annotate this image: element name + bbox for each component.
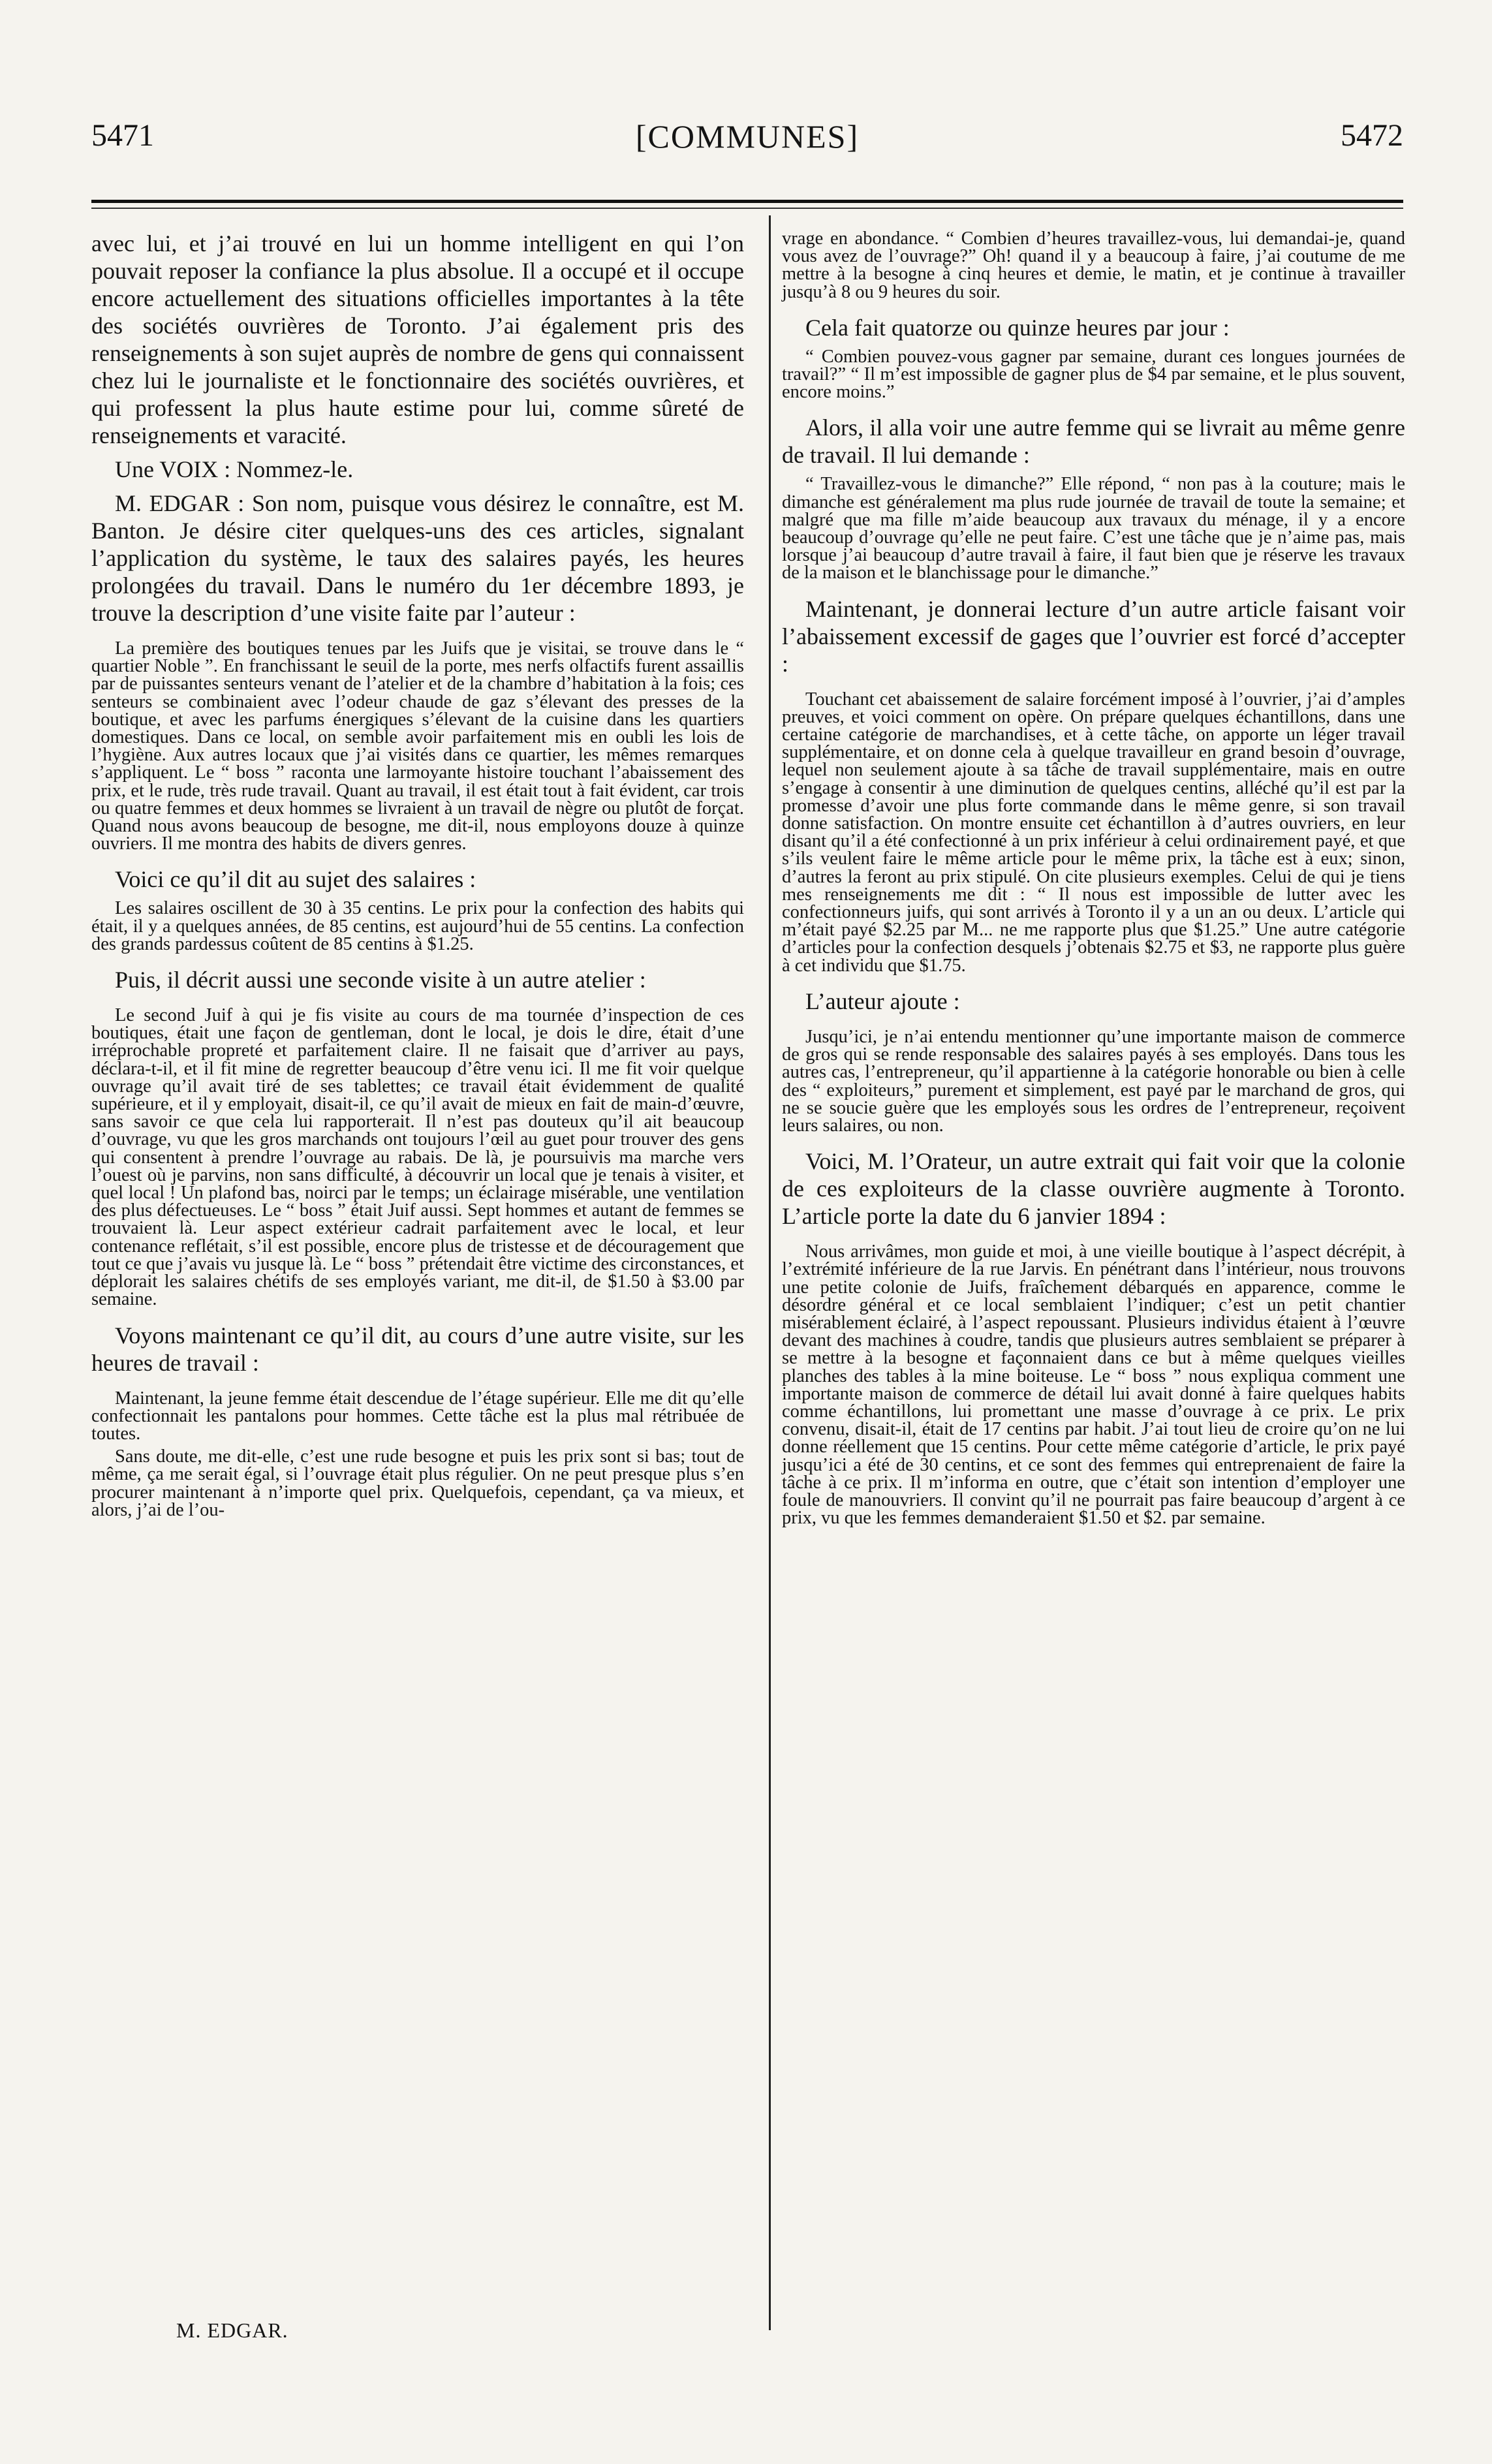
footer-speaker: M. EDGAR.: [176, 2318, 288, 2342]
paragraph: Cela fait quatorze ou quinze heures par jour :: [805, 314, 1230, 341]
paragraph: M. EDGAR : Son nom, puisque vous désirez le connaître, est M. Banton. Je désire citer quelques-uns des ces articles, signalant l’application du système, le taux des salaires payés, les heures prolongées du travail. Dans le numéro du 1er décembre 1893, je trouve la description d’une visite faite par l’auteur :: [91, 490, 744, 626]
quoted-article: Sans doute, me dit-elle, c’est une rude besogne et puis les prix sont si bas; tout de même, ça me serait égal, si l’ouvrage était plus régulier. On ne peut presque plus s’en procurer maintenant à n’importe quel prix. Quelquefois, cependant, ça va mieux, et alors, j’ai de l’ou-: [91, 1446, 744, 1520]
paragraph: Voici ce qu’il dit au sujet des salaires :: [115, 866, 476, 893]
paragraph: Puis, il décrit aussi une seconde visite à un autre atelier :: [115, 967, 646, 993]
paragraph: Voici, M. l’Orateur, un autre extrait qui fait voir que la colonie de ces exploiteurs de la classe ouvrière augmente à Toronto. L’article porte la date du 6 janvier 1894 :: [782, 1148, 1405, 1230]
paragraph: Voyons maintenant ce qu’il dit, au cours d’une autre visite, sur les heures de travail :: [91, 1322, 744, 1376]
page-header: [91, 117, 1403, 163]
header-rule-thin: [91, 208, 1403, 209]
quoted-article: Nous arrivâmes, mon guide et moi, à une vieille boutique à l’aspect décrépit, à l’extrémité inférieure de la rue Jarvis. En pénétrant dans l’intérieur, nous trouvons une petite colonie de Juifs, fraîchement débarqués en apparence, comme le désordre général et ce local semblaient l’indiquer; c’est un petit chantier misérablement éclairé, à l’aspect repoussant. Plusieurs individus étaient à l’œuvre devant des machines à coudre, tandis que plusieurs autres semblaient se préparer à se mettre à la besogne et façonnaient dans ce but à même quelques vieilles planches des tables à la mine boiteuse. Le “ boss ” nous expliqua comment une importante maison de commerce de détail lui avait donné à faire quelques habits comme échantillons, lui promettant une masse d’ouvrage à ce prix. Le prix convenu, disait-il, était de 17 centins par habit. J’ai tout lieu de croire qu’on ne lui donne réellement que 15 centins. Pour cette même catégorie d’article, le prix payé jusqu’ici a été de 30 centins, et ce sont des femmes qui entreprenaient de faire la tâche à ce prix. Il m’informa en outre, que c’était son intention d’employer une foule de manouvriers. Il convint qu’il ne pourrait pas faire beaucoup d’argent à ce prix, vu que les femmes demanderaient $1.50 et $2. par semaine.: [782, 1241, 1405, 1529]
left-column: [91, 230, 744, 1524]
paragraph: L’auteur ajoute :: [805, 988, 960, 1014]
page-number-left: 5471: [91, 118, 154, 153]
quoted-article: Les salaires oscillent de 30 à 35 centins. Le prix pour la confection des habits qui était, il y a quelques années, de 85 centins, est aujourd’hui de 55 centins. La confection des grands pardessus coûtent de 85 centins à $1.25.: [91, 898, 744, 954]
quoted-article: “ Combien pouvez-vous gagner par semaine, durant ces longues journées de travail?” “ Il m’est impossible de gagner plus de $4 par semaine, et le plus souvent, encore moins.”: [782, 346, 1405, 403]
quoted-article: vrage en abondance. “ Combien d’heures travaillez-vous, lui demandai-je, quand vous avez de l’ouvrage?” Oh! quand il y a beaucoup à faire, j’ai coutume de me mettre à la besogne à cinq heures et demie, le matin, et je continue à travailler jusqu’à 8 ou 9 heures du soir.: [782, 228, 1405, 302]
right-column: [782, 230, 1405, 1532]
quoted-article: “ Travaillez-vous le dimanche?” Elle répond, “ non pas à la couture; mais le dimanche est généralement ma plus rude journée de travail de toute la semaine; et malgré que ma fille m’aide beaucoup aux travaux du ménage, il y a encore beaucoup d’ouvrage qu’elle ne peut faire. C’est une tâche que je n’aime pas, mais lorsque j’ai beaucoup d’autre travail à faire, il faut bien que je réserve les travaux de la maison et le blanchissage pour le dimanche.”: [782, 474, 1405, 584]
quoted-article: Maintenant, la jeune femme était descendue de l’étage supérieur. Elle me dit qu’elle confectionnait les pantalons pour hommes. Cette tâche est la plus mal rétribuée de toutes.: [91, 1388, 744, 1444]
page-number-right: 5472: [1341, 118, 1403, 153]
quoted-article: Jusqu’ici, je n’ai entendu mentionner qu’une importante maison de commerce de gros qui se rende responsable des salaires payés à ses employés. Dans tous les autres cas, l’entrepreneur, qu’il appartienne à la catégorie honorable ou bien à celle des “ exploiteurs,” purement et simplement, est payé par le marchand de gros, qui ne se soucie guère que les employés sous les ordres de l’entrepreneur, reçoivent leurs salaires, ou non.: [782, 1026, 1405, 1136]
header-rule-thick: [91, 200, 1403, 203]
column-divider: [769, 215, 771, 2330]
paragraph: avec lui, et j’ai trouvé en lui un homme intelligent en qui l’on pouvait reposer la confiance la plus absolue. Il a occupé et il occupe encore actuellement des situations officielles importantes à la tête des sociétés ouvrières de Toronto. J’ai également pris des renseignements à son sujet auprès de nombre de gens qui connaissent chez lui le journaliste et le fonctionnaire des sociétés ouvrières, et qui professent la plus haute estime pour lui, comme sûreté de renseignements et varacité.: [91, 230, 744, 448]
paragraph: Maintenant, je donnerai lecture d’un autre article faisant voir l’abaissement excessif de gages que l’ouvrier est forcé d’accepter :: [782, 595, 1405, 677]
running-title: [COMMUNES]: [635, 118, 860, 155]
quoted-article: La première des boutiques tenues par les Juifs que je visitai, se trouve dans le “ quartier Noble ”. En franchissant le seuil de la porte, mes nerfs olfactifs furent assaillis par de puissantes senteurs venant de l’atelier et de la chambre d’habitation à la fois; ces senteurs se combinaient avec l’odeur chaude de gaz s’élevant des presses de la boutique, et avec les parfums énergiques s’élevant de la cuisine dans les quartiers domestiques. Dans ce local, on semble avoir parfaitement mis en oubli les lois de l’hygiène. Aux autres locaux que j’ai visités dans ce quartier, les mêmes remarques s’appliquent. Le “ boss ” raconta une larmoyante histoire touchant l’abaissement des prix, et le rude, très rude travail. Quant au travail, il est était tout à fait évident, car trois ou quatre femmes et deux hommes se livraient à un travail de nègre ou plutôt de forçat. Quand nous avons beaucoup de besogne, me dit-il, nous employons douze à quinze ouvriers. Il me montra des habits de divers genres.: [91, 638, 744, 854]
paragraph: Alors, il alla voir une autre femme qui se livrait au même genre de travail. Il lui demande :: [782, 414, 1405, 469]
quoted-article: Touchant cet abaissement de salaire forcément imposé à l’ouvrier, j’ai d’amples preuves, et voici comment on opère. On prépare quelques échantillons, dans une certaine catégorie de marchandises, et à cette tâche, on apporte un léger travail supplémentaire, et on donne cela à quelque travailleur en grand besoin d’ouvrage, lequel non seulement ajoute à sa tâche de travail supplémentaire, mais en outre s’engage à consentir à une diminution de quelques centins, alléché qu’il est par la promesse d’avoir une plus forte commande dans le même genre, si son travail donne satisfaction. On montre ensuite cet échantillon à d’autres ouvriers, en leur disant qu’il a été confectionné à un prix inférieur à celui ordinairement payé, et que s’ils veulent faire le même article pour le même prix, la tâche est à eux; sinon, d’autres la feront au prix stipulé. On cite plusieurs exemples. Celui de qui je tiens mes renseignements me dit : “ Il nous est impossible de lutter avec les confectionneurs juifs, qui sont arrivés à Toronto il y a un an ou deux. L’article qui m’était payé $2.25 par M... ne me rapporte plus que $1.25.” Une autre catégorie d’articles pour la confection desquels j’obtenais $2.75 et $3, ne rapporte plus guère à cet individu que $1.75.: [782, 689, 1405, 976]
quoted-article: Le second Juif à qui je fis visite au cours de ma tournée d’inspection de ces boutiques, était une façon de gentleman, dont le local, je dois le dire, était d’une irréprochable propreté et parfaitement claire. Il ne faisait que d’arriver au pays, déclara-t-il, et il fit mine de regretter beaucoup d’être venu ici. Il me fit voir quelque ouvrage qu’il avait tiré de ses tablettes; ce travail était évidemment de qualité supérieure, et il y employait, disait-il, ce qu’il avait de mieux en fait de main-d’œuvre, sans savoir ce que cela lui rapporterait. Il n’est pas douteux qu’il ait beaucoup d’ouvrage, vu que les gros marchands ont toujours l’œil au guet pour trouver des gens qui consentent à prendre l’ouvrage au rabais. De là, je poursuivis ma marche vers l’ouest où je parvins, non sans difficulté, à découvrir un local que je tenais à visiter, et quel local ! Un plafond bas, noirci par le temps; un éclairage misérable, une ventilation des plus défectueuses. Le “ boss ” était Juif aussi. Sept hommes et autant de femmes se trouvaient là. Leur aspect extérieur cadrait parfaitement avec le local, et leur contenance reflétait, s’il est possible, encore plus de tristesse et de découragement que tout ce que j’avais vu jusque là. Le “ boss ” prétendait être victime des circonstances, et déplorait les salaires chétifs de ses employés variant, me dit-il, de $1.50 à $3.00 par semaine.: [91, 1005, 744, 1310]
speaker-interjection: Une VOIX : Nommez-le.: [115, 456, 354, 482]
